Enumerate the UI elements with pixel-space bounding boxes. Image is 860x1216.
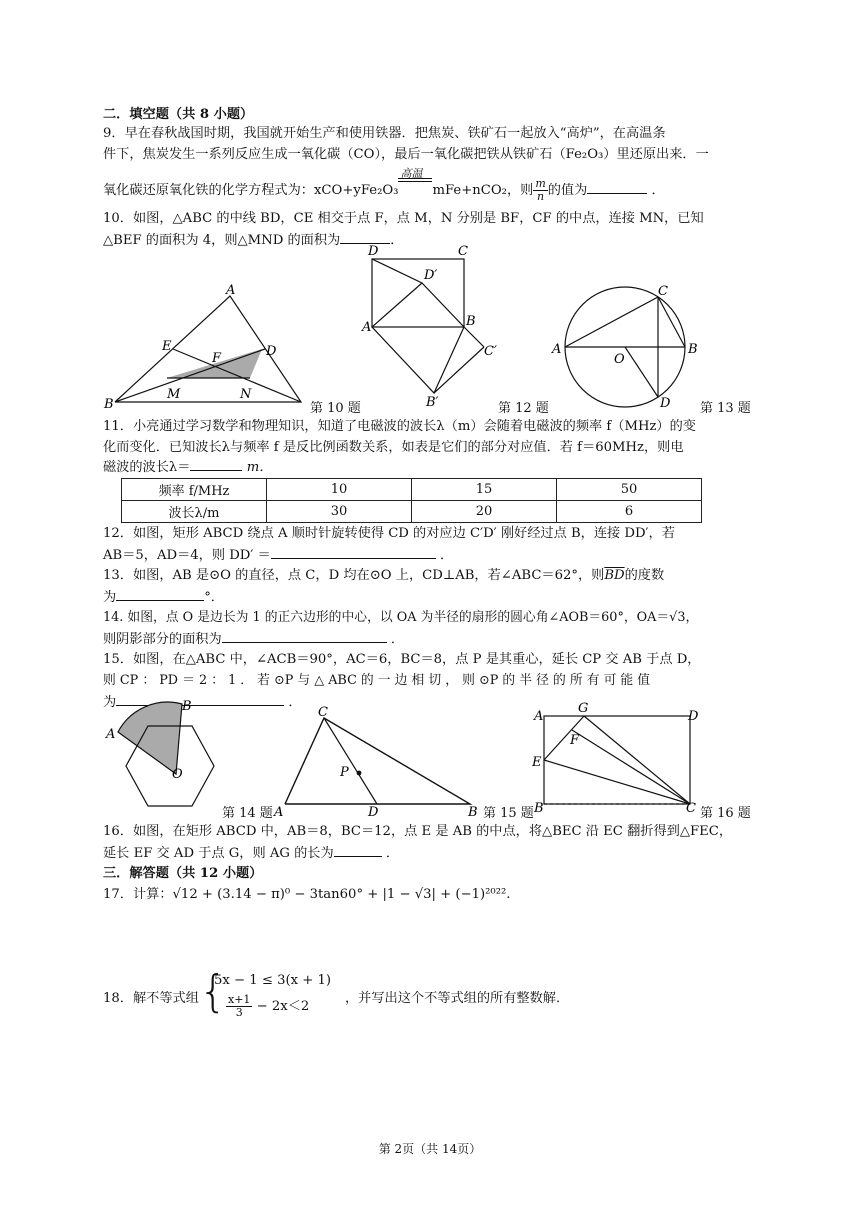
table-cell: 6: [557, 501, 702, 523]
q18-ineq1: 5x − 1 ≤ 3(x + 1): [214, 973, 332, 988]
label-C: C: [458, 244, 468, 259]
label-A: A: [106, 727, 116, 742]
q18-prefix: 18．解不等式组: [103, 991, 199, 1006]
table-row: [122, 501, 702, 523]
q9-line1: 9．早在春秋战国时期，我国就开始生产和使用铁器．把焦炭、铁矿石一起放入“高炉”，在高温条: [103, 126, 666, 141]
label-B: B: [534, 801, 544, 816]
q18-brace: {: [199, 966, 227, 1017]
q11-line1: 11．小亮通过学习数学和物理知识，知道了电磁波的波长λ（m）会随着电磁波的频率 f（MHz）的变: [103, 419, 696, 434]
label-B: B: [466, 314, 476, 329]
q9-line3: 氧化碳还原氧化铁的化学方程式为：xCO+yFe₂O₃ 高温 mFe+nCO₂，则 $\frac{m}{n}$ 的值为 ．: [103, 178, 758, 203]
label-E: E: [532, 755, 542, 770]
label-C-prime: C′: [484, 344, 497, 359]
caption-fig13: 第 13 题: [700, 401, 751, 416]
label-A: A: [274, 805, 284, 820]
q14-line2: 则阴影部分的面积为 ．: [103, 628, 758, 650]
table-cell: 50: [557, 479, 702, 501]
q11-table: [121, 478, 702, 523]
q12-line1: 12．如图，矩形 ABCD 绕点 A 顺时针旋转使得 CD 的对应边 C′D′ 刚好经过点 B，连接 DD′，若: [103, 526, 675, 541]
q13-line2: 为 °．: [103, 586, 758, 608]
label-A: A: [534, 709, 544, 724]
q9-equals-sign: [398, 178, 432, 182]
q9-fraction: $\frac{m}{n}$: [535, 177, 546, 203]
q15-line1: 15．如图，在△ABC 中，∠ACB＝90°，AC＝6，BC＝8，点 P 是其重心，延长 CP 交 AB 于点 D，: [103, 652, 701, 667]
figure-13: [548, 283, 708, 411]
label-B: B: [468, 805, 478, 820]
q13-line1: 13．如图，AB 是⊙O 的直径，点 C，D 均在⊙O 上，CD⊥AB，若∠ABC＝62°，则$\overline{BD}$的度数: [103, 568, 665, 583]
label-O: O: [172, 767, 183, 782]
q9-tail: 的值为: [547, 183, 588, 198]
q9-equation-right: mFe+nCO₂，则: [432, 183, 534, 198]
section2-title: 二．填空题（共 8 小题）: [103, 107, 254, 122]
caption-fig12: 第 12 题: [498, 401, 549, 416]
q17-expression: 17．计算：√12 + (3.14 − π)⁰ − 3tan60° + |1 − √3| + (−1)²⁰²².: [103, 887, 511, 902]
section3-title: 三．解答题（共 12 小题）: [103, 866, 263, 881]
caption-fig14: 第 14 题: [222, 806, 273, 821]
label-D: D: [368, 244, 379, 259]
label-B: B: [688, 342, 698, 357]
label-B: B: [182, 699, 192, 714]
label-A: A: [226, 283, 236, 298]
table-cell: 30: [267, 501, 412, 523]
q16-answer-blank[interactable]: [334, 842, 382, 857]
q15-line3: 为 ．: [103, 691, 758, 713]
q11-line3: 磁波的波长λ＝ m．: [103, 456, 758, 478]
label-D: D: [266, 344, 277, 359]
q10-answer-blank[interactable]: [340, 229, 390, 244]
label-D-prime: D′: [424, 268, 438, 283]
q18-suffix: ，并写出这个不等式组的所有整数解．: [345, 991, 570, 1006]
label-F: F: [570, 733, 580, 748]
q16-line1: 16．如图，在矩形 ABCD 中，AB＝8，BC＝12，点 E 是 AB 的中点，将△BEC 沿 EC 翻折得到△FEC，: [103, 824, 733, 839]
label-A: A: [552, 342, 562, 357]
label-B-prime: B′: [426, 395, 439, 410]
table-row: [122, 479, 702, 501]
label-G: G: [578, 701, 589, 716]
label-N: N: [240, 387, 252, 402]
q9-line2: 件下，焦炭发生一系列反应生成一氧化碳（CO），最后一氧化碳把铁从铁矿石（Fe₂O₃）里还原出来．一: [103, 147, 709, 162]
q10-line2: △BEF 的面积为 4，则△MND 的面积为 ．: [103, 229, 758, 251]
q9-condition: [398, 167, 432, 201]
label-B: B: [104, 397, 114, 412]
table-cell: 波长λ/m: [122, 501, 267, 523]
caption-fig16: 第 16 题: [700, 806, 751, 821]
label-C: C: [658, 284, 668, 299]
q9-cond-label: 高温: [400, 167, 423, 180]
label-P: P: [340, 765, 349, 780]
caption-fig15: 第 15 题: [483, 806, 534, 821]
q14-line1: 14. 如图，点 O 是边长为 1 的正六边形的中心，以 OA 为半径的扇形的圆心角∠AOB＝60°，OA＝√3，: [103, 610, 699, 625]
q13-arc: $\overline{BD}$: [604, 568, 625, 583]
q12-answer-blank[interactable]: [271, 544, 436, 559]
q12-line2: AB＝5，AD＝4，则 DD′ ＝ ．: [103, 544, 758, 566]
page-footer: 第 2页（共 14页）: [378, 1142, 482, 1156]
q14-answer-blank[interactable]: [222, 628, 387, 643]
figure-15: [272, 700, 487, 820]
q16-line2: 延长 EF 交 AD 于点 G，则 AG 的长为 ．: [103, 842, 758, 864]
q11-line2: 化而变化．已知波长λ与频率 f 是反比例函数关系，如表是它们的部分对应值．若 f＝60MHz，则电: [103, 440, 684, 455]
table-cell: 频率 f/MHz: [122, 479, 267, 501]
figure-16: [530, 700, 699, 816]
q9-answer-blank[interactable]: [587, 179, 647, 194]
q9-equation-left: 氧化碳还原氧化铁的化学方程式为：xCO+yFe₂O₃: [103, 183, 399, 198]
figure-14: [102, 696, 222, 816]
table-cell: 15: [412, 479, 557, 501]
label-C: C: [318, 705, 328, 720]
label-D: D: [688, 709, 699, 724]
q10-line1: 10．如图，△ABC 的中线 BD，CE 相交于点 F，点 M，N 分别是 BF，CF 的中点，连接 MN，已知: [103, 211, 704, 226]
label-A: A: [362, 320, 372, 335]
figure-10: [100, 280, 300, 410]
q18-ineq2: $\frac{x+1}{3}$ − 2x＜2: [228, 993, 310, 1019]
label-E: E: [162, 339, 172, 354]
q15-line2: 则 CP ： PD ＝ 2 ： 1 ． 若 ⊙P 与 △ ABC 的 一 边 相 切 ， 则 ⊙P 的 半 径 的 所 有 可 能 值: [103, 673, 651, 688]
q11-answer-blank[interactable]: [190, 456, 242, 471]
table-cell: 20: [412, 501, 557, 523]
figure-12: [360, 243, 500, 408]
label-C: C: [686, 801, 696, 816]
label-D: D: [660, 396, 671, 411]
label-O: O: [614, 352, 625, 367]
caption-fig10: 第 10 题: [310, 401, 361, 416]
q13-answer-blank[interactable]: [116, 586, 204, 601]
label-F: F: [212, 351, 222, 366]
table-cell: 10: [267, 479, 412, 501]
label-D: D: [368, 805, 379, 820]
label-M: M: [167, 387, 181, 402]
